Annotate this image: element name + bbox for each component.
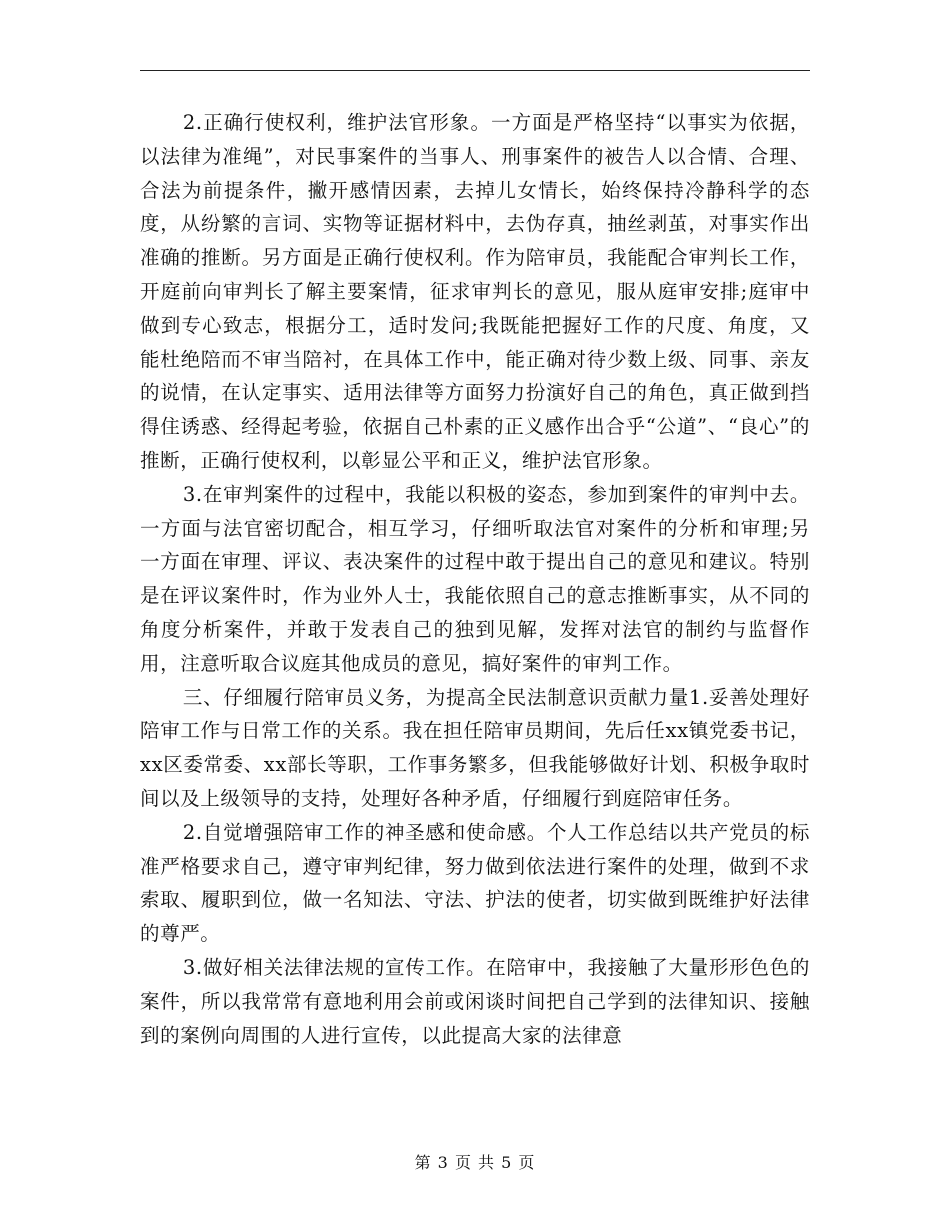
paragraph-trial-participation: 3.在审判案件的过程中，我能以积极的姿态，参加到案件的审判中去。一方面与法官密切配合，相互学习，仔细听取法官对案件的分析和审理;另一方面在审理、评议、表决案件的过程中敢于提出自己的意见和建议。特别是在评议案件时，作为业外人士，我能依照自己的意志推断事实，从不同的角度分析案件，并敢于发表自己的独到见解，发挥对法官的制约与监督作用，注意听取合议庭其他成员的意见，搞好案件的审判工作。: [140, 482, 810, 675]
document-body: [140, 106, 810, 1052]
paragraph-exercise-rights: 2.正确行使权利，维护法官形象。一方面是严格坚持“以事实为依据，以法律为准绳”，对民事案件的当事人、刑事案件的被告人以合情、合理、合法为前提条件，撇开感情因素，去掉儿女情长，始终保持冷静科学的态度，从纷繁的言词、实物等证据材料中，去伪存真，抽丝剥茧，对事实作出准确的推断。另方面是正确行使权利。作为陪审员，我能配合审判长工作，开庭前向审判长了解主要案情，征求审判长的意见，服从庭审安排;庭审中做到专心致志，根据分工，适时发问;我既能把握好工作的尺度、角度，又能杜绝陪而不审当陪衬，在具体工作中，能正确对待少数上级、同事、亲友的说情，在认定事实、适用法律等方面努力扮演好自己的角色，真正做到挡得住诱惑、经得起考验，依据自己朴素的正义感作出合乎“公道”、“良心”的推断，正确行使权利，以彰显公平和正义，维护法官形象。: [140, 111, 810, 472]
paragraph-sense-of-mission: 2.自觉增强陪审工作的神圣感和使命感。个人工作总结以共产党员的标准严格要求自己，遵守审判纪律，努力做到依法进行案件的处理，做到不求索取、履职到位，做一名知法、守法、护法的使者，切实做到既维护好法律的尊严。: [140, 820, 810, 946]
page-number-text: 第 3 页 共 5 页: [414, 1153, 536, 1172]
paragraph-section-three: 三、仔细履行陪审员义务，为提高全民法制意识贡献力量1.妥善处理好陪审工作与日常工作的关系。我在担任陪审员期间，先后任xx镇党委书记，xx区委常委、xx部长等职，工作事务繁多，但我能够做好计划、积极争取时间以及上级领导的支持，处理好各种矛盾，仔细履行到庭陪审任务。: [140, 685, 810, 810]
page-footer: [0, 1150, 950, 1173]
paragraph-law-publicity: 3.做好相关法律法规的宣传工作。在陪审中，我接触了大量形形色色的案件，所以我常常有意地利用会前或闲谈时间把自己学到的法律知识、接触到的案例向周围的人进行宣传，以此提高大家的法律意: [140, 955, 810, 1047]
header-rule: [140, 70, 810, 71]
